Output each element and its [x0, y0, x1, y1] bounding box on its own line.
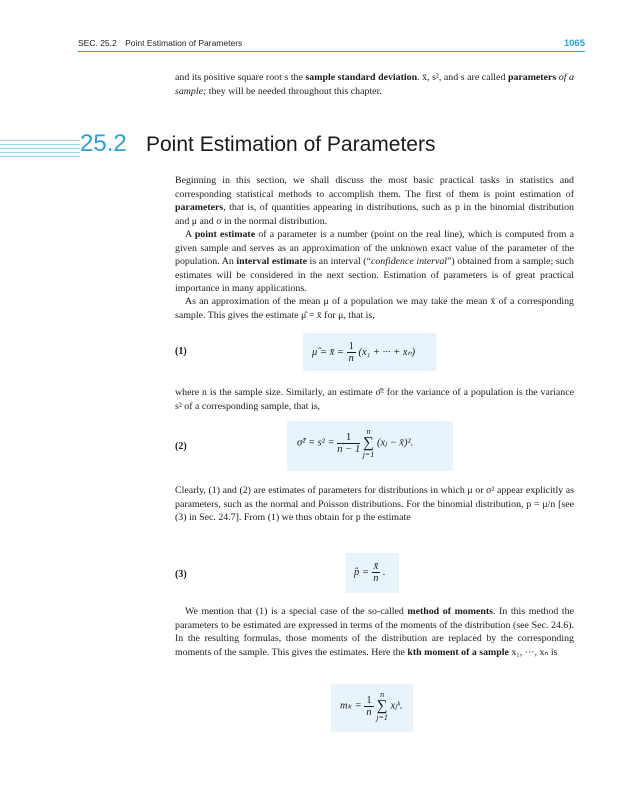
eq3-lhs: p̂ =: [354, 566, 369, 578]
running-header: [78, 38, 585, 56]
sigma-icon: ∑: [363, 435, 374, 451]
eq1-fraction: [347, 341, 356, 364]
equation-3: [354, 561, 386, 584]
equation-1-label: (1): [175, 346, 187, 357]
eq2-sum-top: n: [366, 427, 371, 436]
eq2-rhs: (xⱼ − x̄)².: [376, 437, 414, 449]
eq4-sum-bot: j=1: [376, 713, 388, 722]
eq4-lhs: mₖ =: [340, 700, 362, 712]
eq4-fraction: [364, 695, 373, 718]
paragraph-5: Clearly, (1) and (2) are estimates of parameters for distributions in which μ or σ² appear explicitly as parameters, such as the normal and Poisson distributions. For the binomial distribution, p = μ/n [see (3) in Sec. 24.7]. From (1) we thus obtain for p the estimate: [175, 485, 574, 524]
eq2-sum-bot: j=1: [362, 450, 375, 459]
eq1-den: n: [348, 353, 354, 364]
header-section: SEC. 25.2: [78, 38, 117, 48]
eq4-sum-top: n: [380, 690, 385, 699]
section-decoration: [0, 140, 80, 160]
intro-paragraph: and its positive square root s the sample standard deviation. x̄, s², and s are called parameters of a sample; they will be needed throughout this chapter.: [175, 72, 574, 97]
eq4-num: 1: [366, 694, 372, 706]
eq3-fraction: [372, 561, 381, 584]
eq4-rhs: xⱼᵏ.: [390, 700, 403, 712]
eq1-rhs: (x₁ + ··· + xₙ): [358, 346, 416, 358]
eq4-den: n: [366, 706, 372, 718]
paragraph-2: A point estimate of a parameter is a number (point on the real line), which is computed from a given sample and serves as an approximation of the unknown exact value of the parameter of the population. An interval estimate is an interval (“confidence interval”) obtained from a sample; such estimates will be considered in the next section. Estimation of parameters is of great practical importance in many applications.: [175, 229, 575, 295]
equation-1: [312, 341, 415, 364]
equation-2: [297, 427, 413, 459]
eq2-num: 1: [337, 432, 360, 444]
eq1-num: 1: [348, 341, 354, 352]
eq4-sum: [376, 690, 388, 722]
eq3-den: n: [373, 573, 379, 584]
sigma-icon: ∑: [376, 698, 388, 714]
header-rule: [78, 51, 585, 52]
eq3-num: x̄: [373, 561, 379, 572]
equation-3-label: (3): [175, 569, 187, 580]
equation-4: [340, 690, 403, 722]
header-left: [78, 38, 248, 48]
header-title: Point Estimation of Parameters: [125, 38, 243, 48]
eq1-lhs: μ̂ = x̄ =: [312, 346, 344, 358]
page-number: 1065: [563, 38, 585, 49]
eq2-lhs: σ̂² = s² =: [297, 437, 335, 449]
section-number: 25.2: [80, 130, 127, 157]
equation-2-label: (2): [175, 441, 187, 452]
paragraph-4: where n is the sample size. Similarly, an estimate σ̂² for the variance of a population is the variance s² of a corresponding sample, that is,: [175, 387, 574, 412]
paragraph-3: As an approximation of the mean μ of a population we may take the mean x̄ of a corresponding sample. This gives the estimate μ̂ = x̄ for μ, that is,: [175, 296, 574, 321]
eq3-rhs: .: [382, 566, 386, 578]
eq2-den: n − 1: [337, 443, 361, 455]
paragraph-1: Beginning in this section, we shall discuss the most basic practical tasks in statistics and corresponding statistical methods to accomplish them. The first of them is point estimation of parameters, that is, of quantities appearing in distributions, such as p in the binomial distribution and μ and σ in the normal distribution.: [175, 175, 574, 227]
paragraph-6: We mention that (1) is a special case of the so-called method of moments. In this method the parameters to be estimated are expressed in terms of the moments of the distribution (see Sec. 24.6). In the resulting formulas, those moments of the distribution are replaced by the corresponding moments of the sample. This gives the estimates. Here the kth moment of a sample x₁, ···, xₙ is: [175, 606, 574, 658]
eq2-fraction: [337, 432, 360, 455]
eq2-sum: [363, 427, 375, 459]
section-title: Point Estimation of Parameters: [146, 133, 436, 156]
